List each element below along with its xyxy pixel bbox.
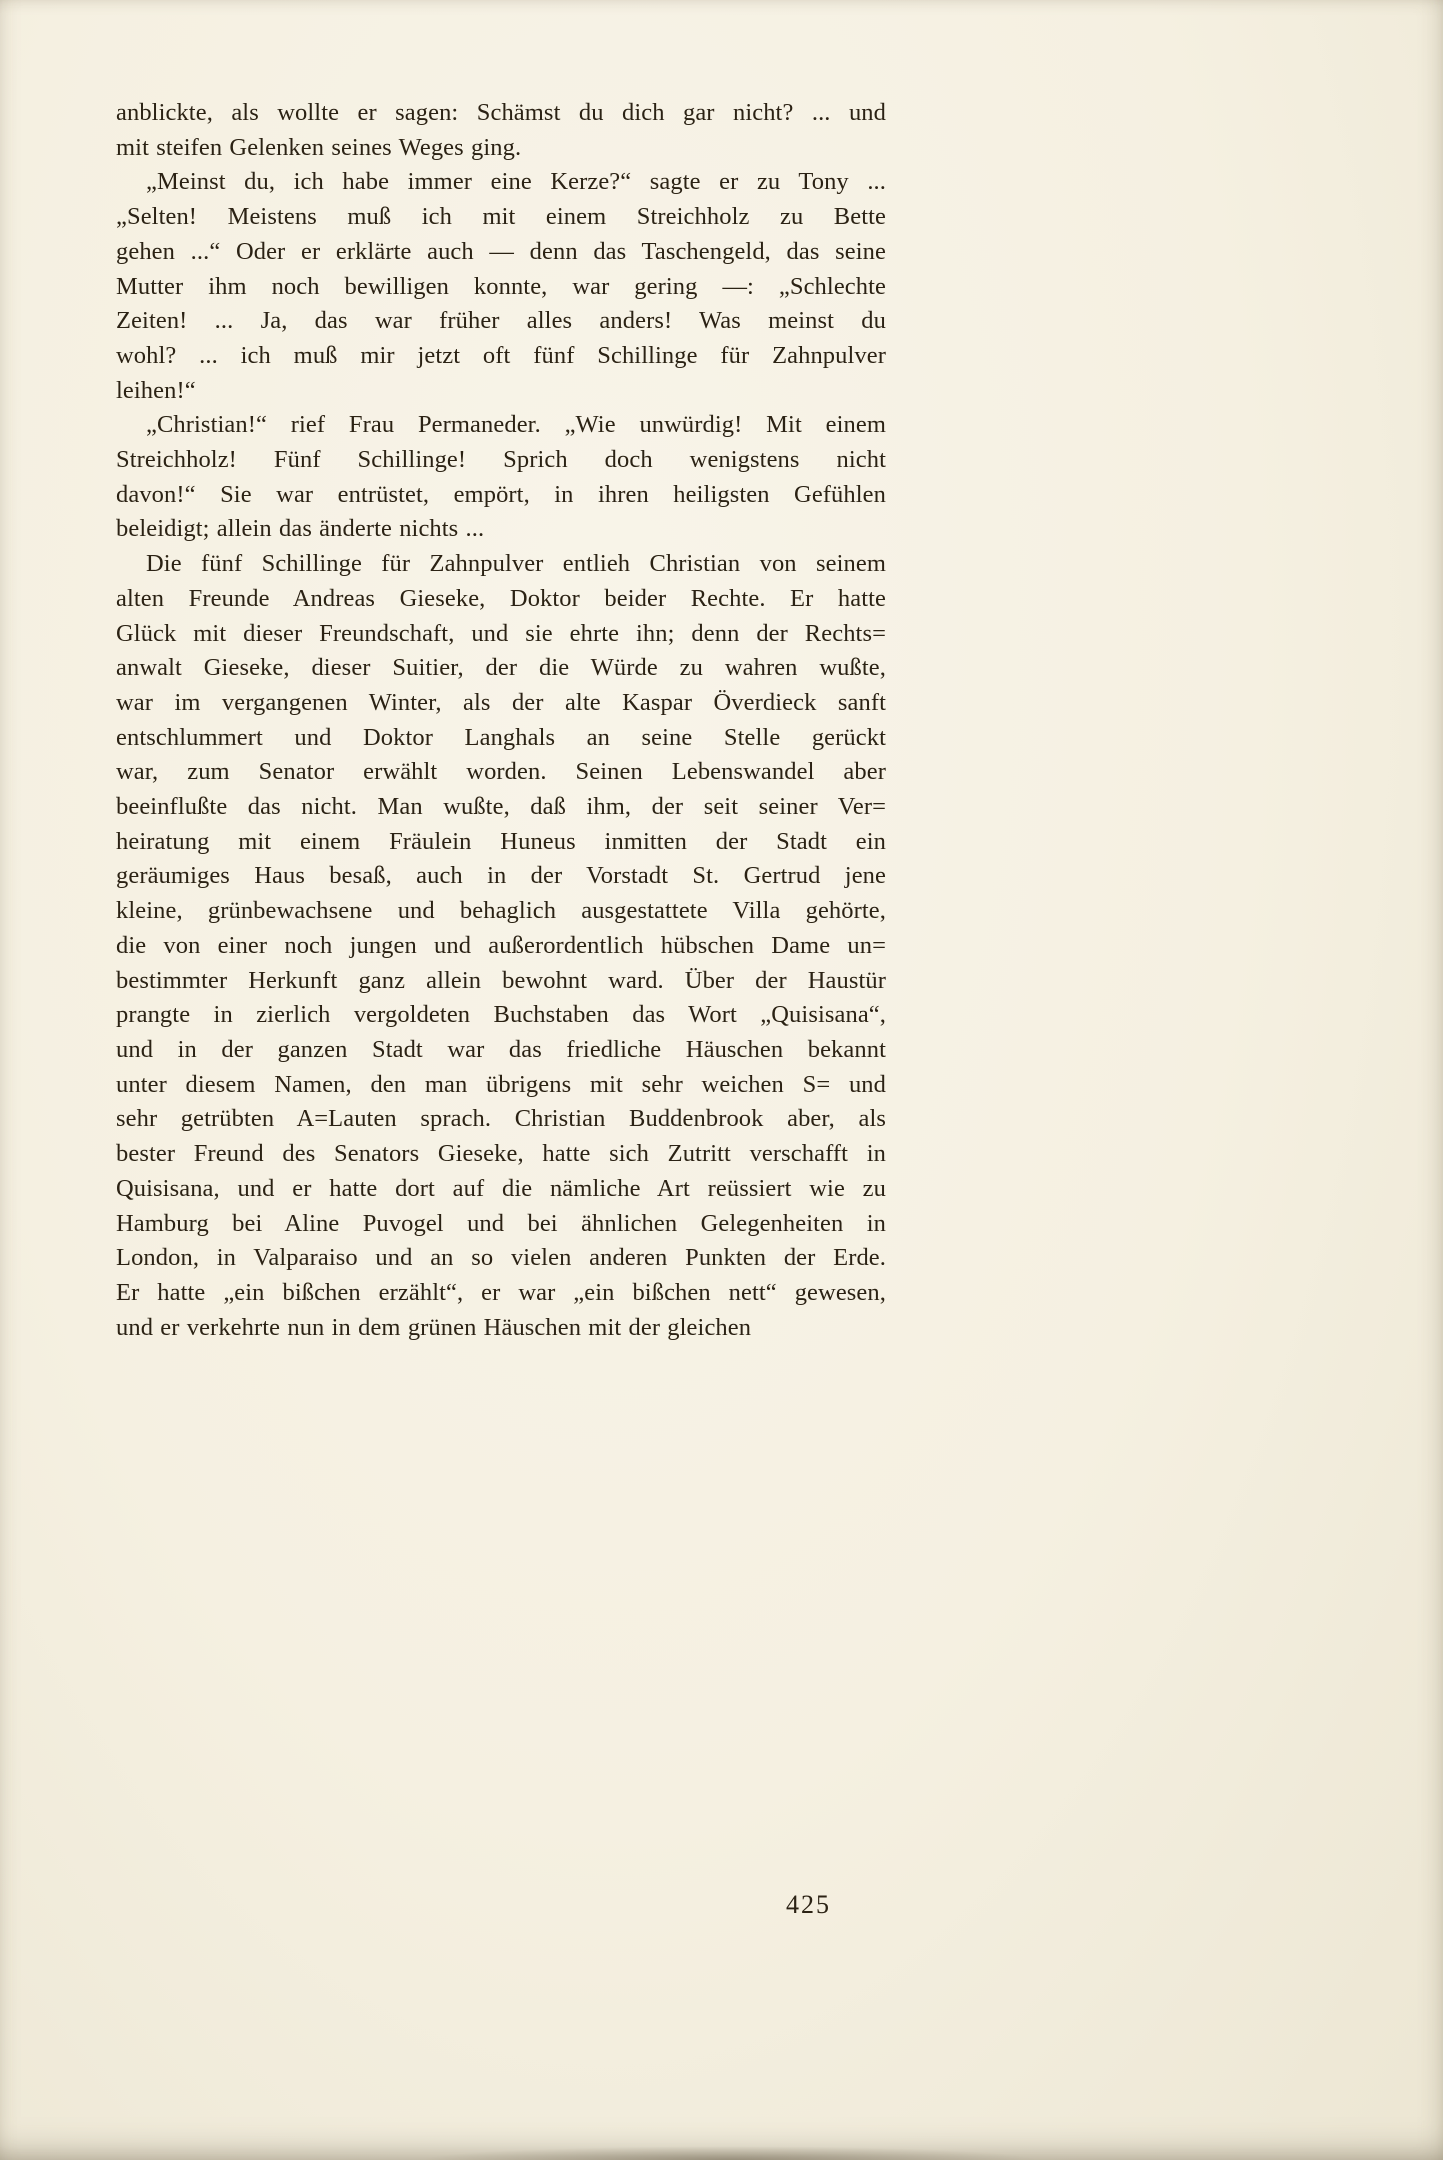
text-block (116, 96, 886, 1345)
paragraph (116, 165, 886, 408)
text-line: heiratung mit einem Fräulein Huneus inmitten der Stadt ein (116, 827, 886, 855)
text-line: kleine, grünbewachsene und behaglich ausgestattete Villa gehörte, (116, 897, 886, 925)
text-line: bestimmter Herkunft ganz allein bewohnt ward. Über der Haustür (116, 966, 886, 994)
text-line: Streichholz! Fünf Schillinge! Sprich doch wenigstens nicht (116, 446, 886, 474)
text-line: beeinflußte das nicht. Man wußte, daß ihm, der seit seiner Ver= (116, 793, 886, 821)
text-line: anblickte, als wollte er sagen: Schämst du dich gar nicht? ... und (116, 99, 886, 126)
text-line: wohl? ... ich muß mir jetzt oft fünf Schillinge für Zahnpulver (116, 341, 886, 369)
text-line: „Christian!“ rief Frau Permaneder. „Wie unwürdig! Mit einem (146, 411, 886, 439)
text-line: prangte in zierlich vergoldeten Buchstaben das Wort „Quisisana“, (116, 1001, 886, 1029)
text-line: London, in Valparaiso und an so vielen anderen Punkten der Erde. (116, 1244, 886, 1272)
text-line: leihen!“ (116, 376, 196, 404)
text-line: Hamburg bei Aline Puvogel und bei ähnlichen Gelegenheiten in (116, 1209, 886, 1237)
text-line: entschlummert und Doktor Langhals an seine Stelle gerückt (116, 723, 886, 751)
text-line: gehen ...“ Oder er erklärte auch — denn das Taschengeld, das seine (116, 237, 886, 265)
text-line: war, zum Senator erwählt worden. Seinen Lebenswandel aber (116, 758, 886, 786)
text-line: „Meinst du, ich habe immer eine Kerze?“ sagte er zu Tony ... (146, 168, 886, 196)
text-line: und in der ganzen Stadt war das friedliche Häuschen bekannt (116, 1035, 886, 1063)
text-line: anwalt Gieseke, dieser Suitier, der die Würde zu wahren wußte, (116, 654, 886, 682)
text-line: davon!“ Sie war entrüstet, empört, in ihren heiligsten Gefühlen (116, 480, 886, 508)
paragraph (116, 96, 886, 165)
text-line: mit steifen Gelenken seines Weges ging. (116, 133, 522, 161)
text-line: Zeiten! ... Ja, das war früher alles anders! Was meinst du (116, 307, 886, 335)
text-line: geräumiges Haus besaß, auch in der Vorstadt St. Gertrud jene (116, 862, 886, 890)
text-line: „Selten! Meistens muß ich mit einem Streichholz zu Bette (116, 203, 886, 231)
text-line: Er hatte „ein bißchen erzählt“, er war „ein bißchen nett“ gewesen, (116, 1278, 886, 1306)
text-line: sehr getrübten A=Lauten sprach. Christian Buddenbrook aber, als (116, 1105, 886, 1133)
text-line: beleidigt; allein das änderte nichts ... (116, 515, 485, 543)
text-line: Quisisana, und er hatte dort auf die nämliche Art reüssiert wie zu (116, 1174, 886, 1202)
paragraph (116, 408, 886, 547)
text-line: bester Freund des Senators Gieseke, hatte sich Zutritt verschafft in (116, 1140, 886, 1168)
text-line: alten Freunde Andreas Gieseke, Doktor beider Rechte. Er hatte (116, 584, 886, 612)
page-number: 425 (786, 1890, 831, 1919)
text-line: war im vergangenen Winter, als der alte Kaspar Överdieck sanft (116, 688, 886, 716)
text-line: unter diesem Namen, den man übrigens mit sehr weichen S= und (116, 1070, 886, 1098)
text-line: Mutter ihm noch bewilligen konnte, war gering —: „Schlechte (116, 272, 886, 300)
paragraph (116, 547, 886, 1345)
text-line: Glück mit dieser Freundschaft, und sie ehrte ihn; denn der Rechts= (116, 619, 886, 647)
text-line: die von einer noch jungen und außerordentlich hübschen Dame un= (116, 931, 886, 959)
page-curl-shadow (420, 2146, 1040, 2160)
text-line: Die fünf Schillinge für Zahnpulver entlieh Christian von seinem (146, 550, 886, 578)
text-line: und er verkehrte nun in dem grünen Häuschen mit der gleichen (116, 1313, 752, 1341)
